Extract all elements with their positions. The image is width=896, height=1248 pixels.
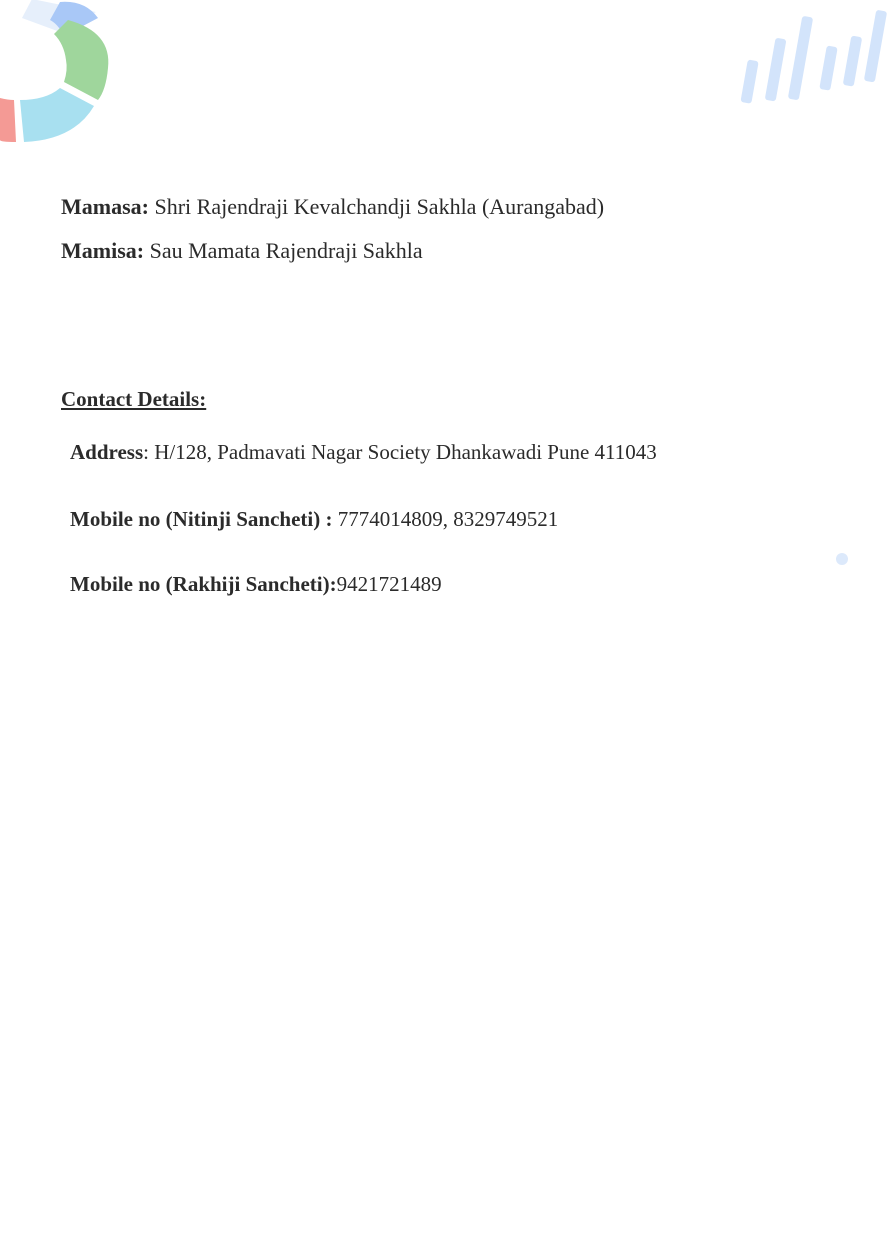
- address-label: Address: [70, 440, 144, 464]
- contact-details-heading: Contact Details:: [61, 387, 207, 411]
- address-value: : H/128, Padmavati Nagar Society Dhankawadi Pune 411043: [143, 440, 657, 464]
- mobile-rakhiji-label: Mobile no (Rakhiji Sancheti):: [70, 572, 337, 596]
- donut-segment-green: [54, 20, 108, 100]
- deco-bar: [765, 38, 787, 102]
- donut-segment-red: [0, 98, 16, 142]
- deco-bar: [819, 45, 837, 90]
- mobile-rakhiji-value: 9421721489: [336, 572, 442, 596]
- donut-decoration-icon: [0, 0, 120, 150]
- mobile-nitinji-value: 7774014809, 8329749521: [332, 507, 559, 531]
- mamasa-label: Mamasa:: [61, 194, 149, 219]
- mobile-nitinji-label: Mobile no (Nitinji Sancheti) :: [70, 507, 333, 531]
- deco-bar: [788, 16, 813, 101]
- mamisa-value: Sau Mamata Rajendraji Sakhla: [144, 238, 423, 263]
- mamisa-line: [61, 238, 423, 264]
- mamasa-value: Shri Rajendraji Kevalchandji Sakhla (Aurangabad): [148, 194, 605, 219]
- bars-decoration-icon: [730, 0, 896, 115]
- donut-segment-cyan: [20, 88, 94, 142]
- dot-decoration-icon: [836, 553, 848, 565]
- mamisa-label: Mamisa:: [61, 238, 145, 263]
- deco-bar: [843, 36, 863, 87]
- deco-bar: [864, 10, 887, 83]
- mobile-rakhiji-line: [70, 571, 442, 597]
- mamasa-line: [61, 194, 604, 220]
- deco-bar: [740, 59, 758, 103]
- address-line: [70, 439, 657, 465]
- mobile-nitinji-line: [70, 506, 558, 532]
